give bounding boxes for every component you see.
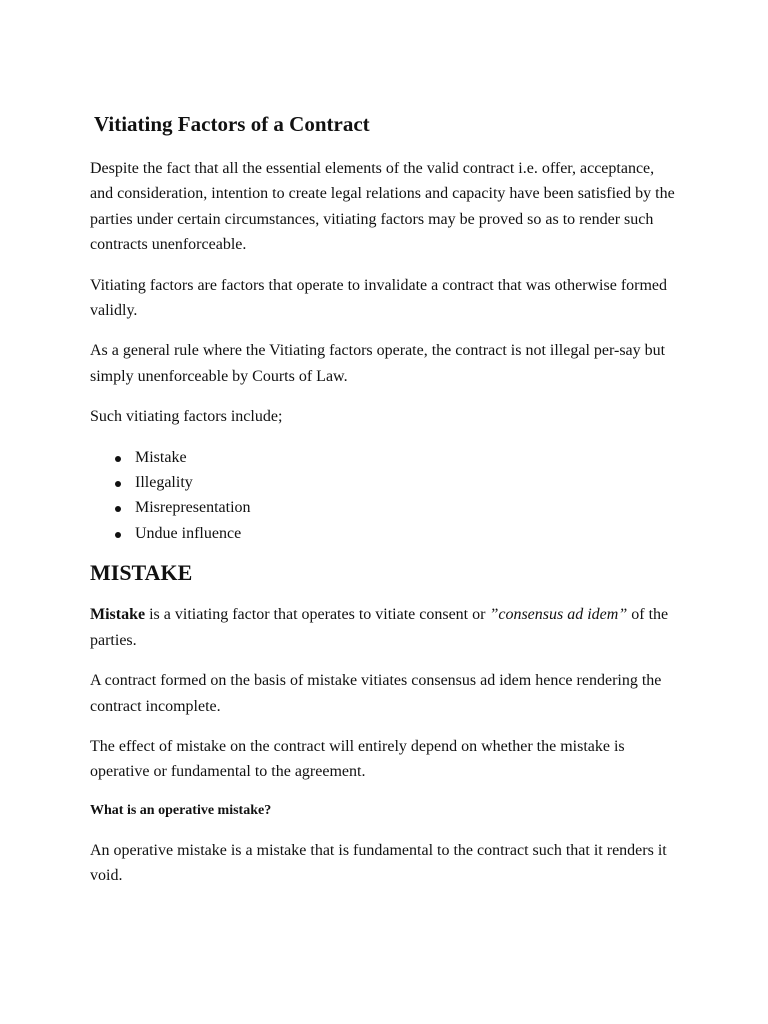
mistake-heading: MISTAKE xyxy=(90,560,193,586)
bullet-icon xyxy=(115,506,121,512)
document-title: Vitiating Factors of a Contract xyxy=(94,112,370,136)
bullet-icon xyxy=(115,532,121,538)
intro-paragraph-4: Such vitiating factors include; xyxy=(90,408,283,426)
document-body xyxy=(90,110,680,904)
mistake-paragraph-1: A contract formed on the basis of mistake vitiates consensus ad idem hence rendering the contract incomplete. xyxy=(90,672,662,715)
operative-mistake-subheading: What is an operative mistake? xyxy=(90,802,272,818)
definition-text-end: of the parties. xyxy=(90,606,669,649)
list-item-label: Mistake xyxy=(135,448,187,466)
list-item xyxy=(90,445,680,470)
operative-mistake-paragraph: An operative mistake is a mistake that is fundamental to the contract such that it renders it void. xyxy=(90,841,667,885)
mistake-term: Mistake xyxy=(90,606,146,624)
consensus-quote: ”consensus ad idem” xyxy=(489,606,628,624)
definition-text: is a vitiating factor that operates to vitiate consent or xyxy=(145,606,490,624)
bullet-icon xyxy=(115,456,121,462)
intro-paragraph-3: As a general rule where the Vitiating factors operate, the contract is not illegal per-say but simply unenforceable by Courts of Law. xyxy=(90,342,666,385)
list-item xyxy=(90,521,680,546)
list-item xyxy=(90,470,680,495)
mistake-definition-paragraph xyxy=(90,602,680,653)
list-item-label: Undue influence xyxy=(135,524,242,542)
list-item-label: Misrepresentation xyxy=(135,499,251,517)
vitiating-factors-list xyxy=(90,445,680,547)
list-item xyxy=(90,495,680,520)
intro-paragraph-1: Despite the fact that all the essential elements of the valid contract i.e. offer, acceptance, and consideration, intention to create legal relations and capacity have been satisfied by the parties under certain circumstances, vitiating factors may be proved so as to render such contracts unenforceable. xyxy=(90,160,675,254)
intro-paragraph-2: Vitiating factors are factors that operate to invalidate a contract that was otherwise formed validly. xyxy=(90,276,668,320)
mistake-paragraph-2: The effect of mistake on the contract will entirely depend on whether the mistake is operative or fundamental to the agreement. xyxy=(90,737,625,781)
list-item-label: Illegality xyxy=(135,474,193,492)
bullet-icon xyxy=(115,481,121,487)
